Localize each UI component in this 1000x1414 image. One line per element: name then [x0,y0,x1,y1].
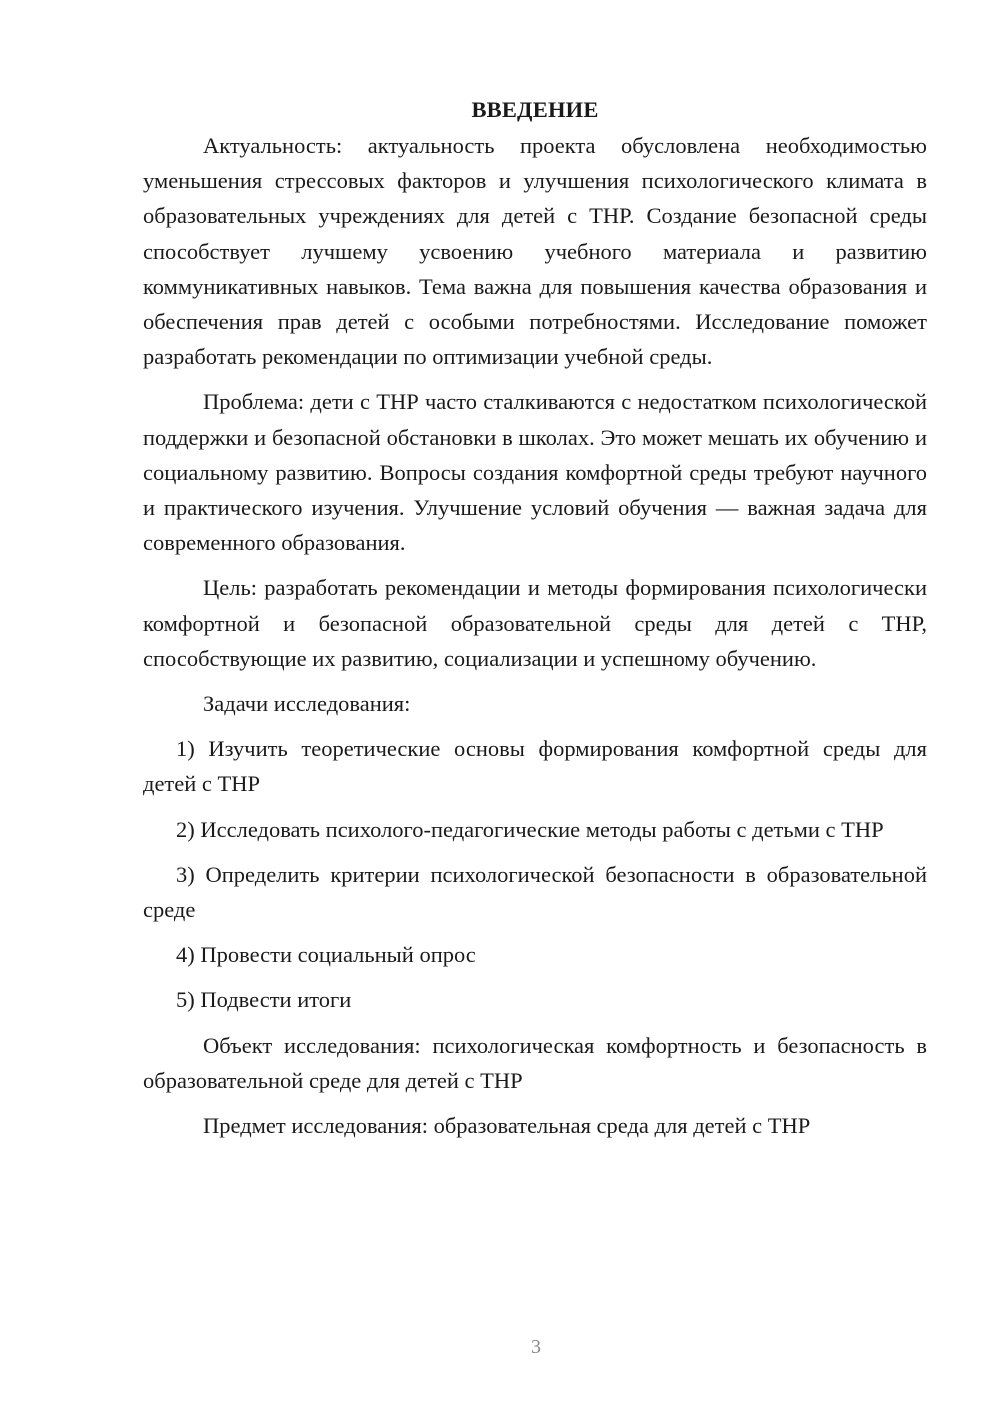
task-item-2: 2) Исследовать психолого-педагогические методы работы с детьми с ТНР [176,816,884,842]
document-page [143,92,927,1143]
page-title: ВВЕДЕНИЕ [471,97,599,122]
paragraph-object: Объект исследования: психологическая комфортность и безопасность в образовательной среде для детей с ТНР [143,1032,927,1093]
paragraph-goal: Цель: разработать рекомендации и методы формирования психологически комфортной и безопасной образовательной среды для детей с ТНР, способствующие их развитию, социализации и успешному обучению. [143,575,927,671]
task-item-5: 5) Подвести итоги [176,987,352,1013]
page-number: 3 [531,1336,541,1358]
paragraph-subject: Предмет исследования: образовательная среда для детей с ТНР [203,1113,811,1139]
paragraph-relevance: Актуальность: актуальность проекта обусловлена необходимостью уменьшения стрессовых факторов и улучшения психологического климата в образовательных учреждениях для детей с ТНР. Создание безопасной среды способствует лучшему усвоению учебного материала и развитию коммуникативных навыков. Тема важна для повышения качества образования и обеспечения прав детей с особыми потребностями. Исследование поможет разработать рекомендации по оптимизации учебной среды. [143,133,927,370]
task-item-1: 1) Изучить теоретические основы формирования комфортной среды для детей с ТНР [143,736,927,797]
tasks-heading: Задачи исследования: [203,691,411,717]
task-item-3: 3) Определить критерии психологической безопасности в образовательной среде [143,861,927,923]
paragraph-problem: Проблема: дети с ТНР часто сталкиваются с недостатком психологической поддержки и безопасной обстановки в школах. Это может мешать их обучению и социальному развитию. Вопросы создания комфортной среды требуют научного и практического изучения. Улучшение условий обучения — важная задача для современного образования. [143,389,927,556]
task-item-4: 4) Провести социальный опрос [176,942,476,968]
